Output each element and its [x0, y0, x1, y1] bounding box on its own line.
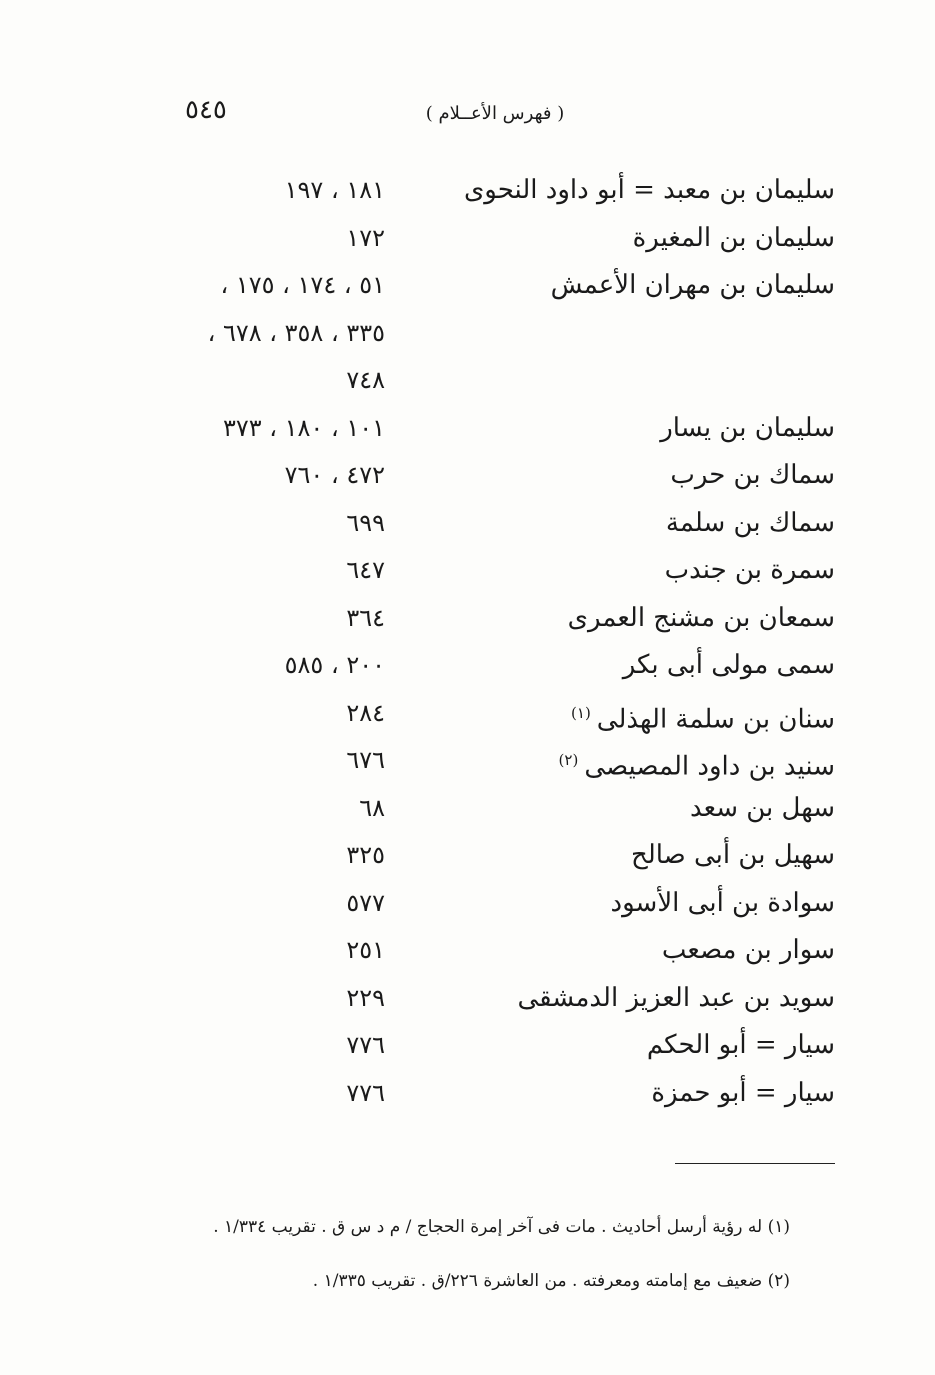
- index-entries-list: [0, 168, 935, 1118]
- entry-name: [435, 548, 835, 592]
- entry-page-numbers: ١٧٢: [346, 223, 385, 252]
- entry-page-numbers: ٦٤٧: [346, 556, 385, 584]
- entry-name-text: سيار = أبو حمزة: [651, 1077, 835, 1108]
- index-entry-row: [0, 596, 935, 644]
- entry-page-numbers: ٢٢٩: [346, 983, 385, 1012]
- entry-page-numbers: ١٠١ ، ١٨٠ ، ٣٧٣: [222, 413, 385, 442]
- index-entry-row: [0, 216, 935, 264]
- entry-page-numbers: ١٨١ ، ١٩٧: [284, 176, 385, 204]
- index-entry-row: [0, 358, 935, 406]
- entry-page-numbers: ٢٨٤: [346, 698, 385, 727]
- entry-name: [435, 643, 835, 687]
- page-number: ٥٤٥: [185, 95, 227, 125]
- entry-page-numbers: ٣٦٤: [346, 603, 385, 632]
- index-entry-row: [0, 311, 935, 359]
- index-entry-row: [0, 548, 935, 596]
- entry-name: [435, 168, 835, 212]
- entry-name: [435, 738, 835, 789]
- entry-name-text: سيار = أبو الحكم: [646, 1030, 835, 1060]
- entry-page-numbers: ٢٥١: [346, 936, 385, 964]
- entry-name: [435, 453, 835, 497]
- footnote-divider: [675, 1163, 835, 1164]
- entry-name-text: سويد بن عبد العزيز الدمشقى: [517, 982, 835, 1013]
- index-entry-row: [0, 406, 935, 454]
- entry-name: [435, 976, 835, 1020]
- entry-page-numbers: ٤٧٢ ، ٧٦٠: [284, 461, 385, 489]
- footnote-marker: (٢): [558, 751, 579, 769]
- entry-name-text: سليمان بن مهران الأعمش: [550, 270, 835, 300]
- entry-name-text: سهل بن سعد: [690, 792, 835, 823]
- entry-page-numbers: ٢٠٠ ، ٥٨٥: [284, 651, 385, 679]
- entry-name: [435, 406, 835, 450]
- entry-name-text: سوادة بن أبى الأسود: [610, 887, 835, 918]
- entry-name: [435, 501, 835, 545]
- entry-name-text: سمعان بن مشنج العمرى: [567, 602, 835, 633]
- footnote-marker: (١): [571, 703, 591, 722]
- index-entry-row: [0, 738, 935, 786]
- entry-name: [435, 263, 835, 307]
- entry-page-numbers: ٧٧٦: [346, 1031, 385, 1059]
- footnote-2: (٢) ضعيف مع إمامته ومعرفته . من العاشرة ٢٢٦/ق . تقريب ١/٣٣٥ .: [312, 1271, 790, 1291]
- entry-page-numbers: ٣٢٥: [346, 841, 385, 869]
- index-entry-row: [0, 643, 935, 691]
- entry-name-text: سليمان بن معبد = أبو داود النحوى: [463, 175, 835, 205]
- index-entry-row: [0, 168, 935, 216]
- entry-name: [435, 216, 835, 260]
- index-entry-row: [0, 453, 935, 501]
- entry-name-text: سليمان بن المغيرة: [632, 222, 835, 253]
- index-entry-row: [0, 1023, 935, 1071]
- entry-name: [435, 1071, 835, 1115]
- entry-name-text: سوار بن مصعب: [661, 935, 835, 965]
- entry-page-numbers: ٣٣٥ ، ٣٥٨ ، ٦٧٨ ،: [207, 318, 385, 347]
- entry-name: [435, 881, 835, 925]
- entry-name: [435, 691, 835, 742]
- index-entry-row: [0, 881, 935, 929]
- footnotes-section: [150, 1200, 790, 1308]
- entry-page-numbers: ٧٤٨: [346, 366, 385, 394]
- entry-name-text: سماك بن سلمة: [665, 507, 835, 538]
- entry-name-text: سمى مولى أبى بكر: [622, 650, 835, 680]
- entry-name-text: سمرة بن جندب: [664, 555, 835, 585]
- entry-page-numbers: ٦٧٦: [346, 746, 385, 774]
- entry-name: [435, 1023, 835, 1067]
- index-entry-row: [0, 976, 935, 1024]
- entry-name: [435, 833, 835, 877]
- entry-name-text: سماك بن حرب: [670, 460, 835, 490]
- index-entry-row: [0, 263, 935, 311]
- footnote-1: (١) له رؤية أرسل أحاديث . مات فى آخر إمرة الحجاج / م د س ق . تقريب ١/٣٣٤ .: [213, 1217, 790, 1237]
- entry-name-text: سليمان بن يسار: [660, 412, 835, 443]
- entry-name: [435, 786, 835, 830]
- entry-page-numbers: ٥١ ، ١٧٤ ، ١٧٥ ،: [220, 271, 385, 299]
- index-entry-row: [0, 786, 935, 834]
- entry-name: [435, 596, 835, 640]
- index-entry-row: [0, 1071, 935, 1119]
- running-header-title: ( فهرس الأعــلام ): [425, 103, 565, 124]
- index-entry-row: [0, 928, 935, 976]
- index-entry-row: [0, 691, 935, 739]
- index-entry-row: [0, 833, 935, 881]
- entry-name-text: سنيد بن داود المصيصى: [584, 751, 835, 782]
- entry-page-numbers: ٧٧٦: [346, 1078, 385, 1107]
- index-entry-row: [0, 501, 935, 549]
- entry-page-numbers: ٦٨: [359, 793, 385, 822]
- entry-page-numbers: ٥٧٧: [346, 888, 385, 917]
- entry-name-text: سنان بن سلمة الهذلى: [596, 704, 835, 735]
- entry-page-numbers: ٦٩٩: [346, 508, 385, 537]
- entry-name-text: سهيل بن أبى صالح: [631, 840, 835, 870]
- entry-name: [435, 928, 835, 972]
